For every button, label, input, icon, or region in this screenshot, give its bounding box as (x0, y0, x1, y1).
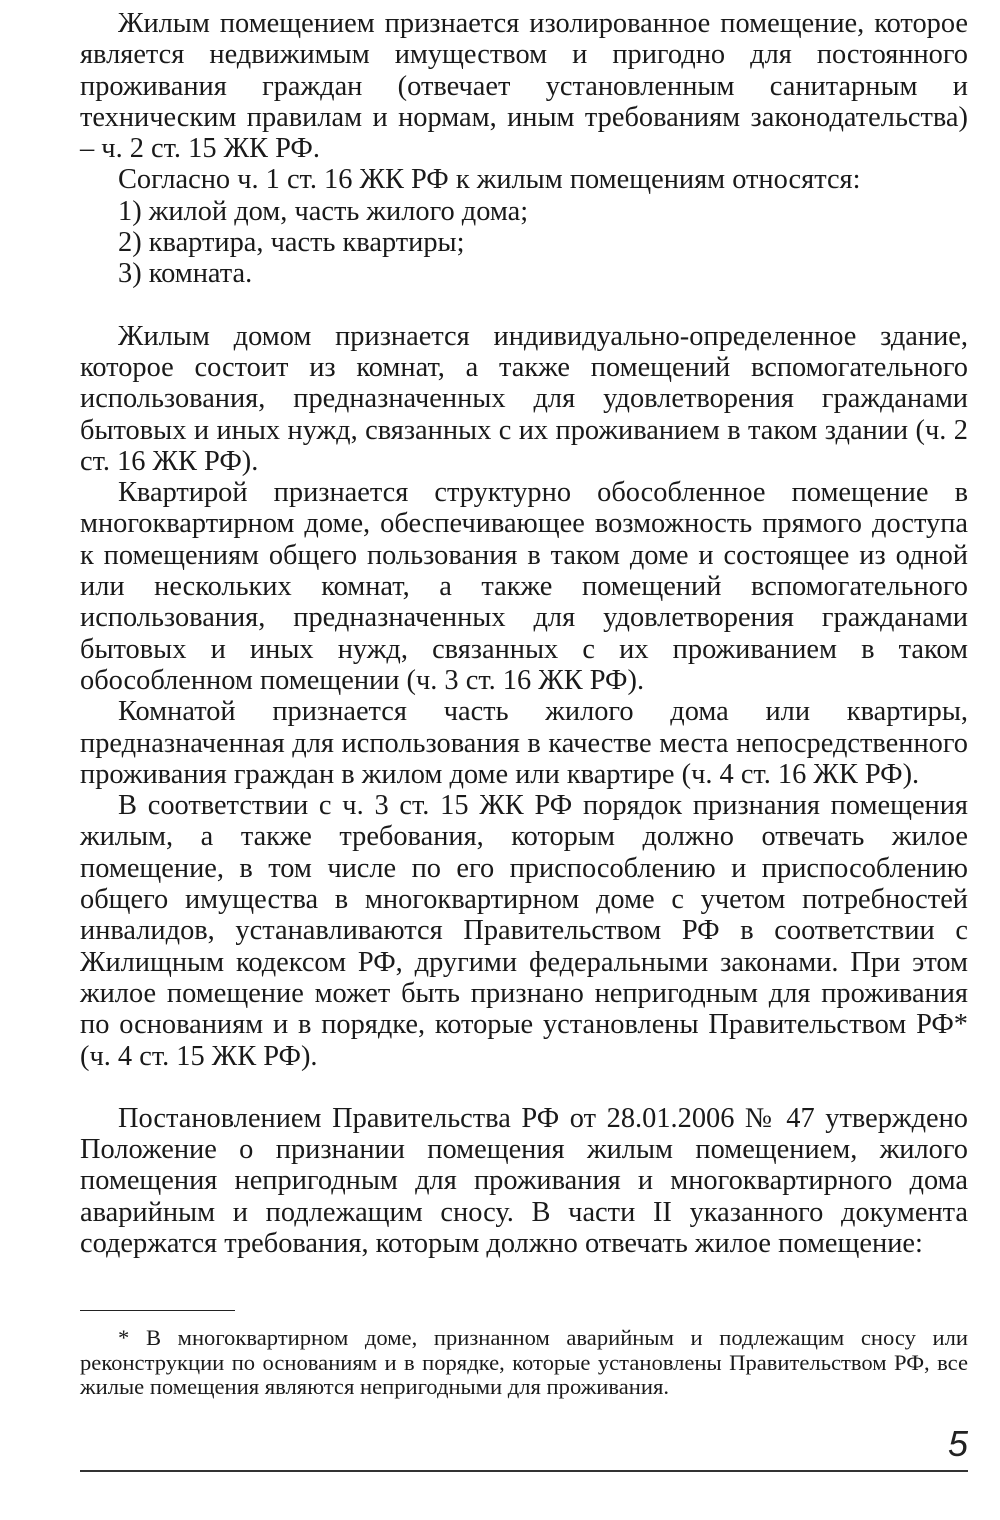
paragraph-recognition-procedure: В соответствии с ч. 3 ст. 15 ЖК РФ порядок признания помещения жилым, а также требования, которым должно отвечать жилое помещение, в том числе по его приспособлению и приспособлению общего имущества в многоквартирном доме с учетом потребностей инвалидов, устанавливаются Правительством РФ в соответствии с Жилищным кодексом РФ, другими федеральными законами. При этом жилое помещение может быть признано непригодным для проживания по основаниям и в порядке, которые установлены Правительством РФ* (ч. 4 ст. 15 ЖК РФ). (80, 790, 968, 1072)
paragraph-residential-premises: Жилым помещением признается изолированное помещение, которое является недвижимым имуществом и пригодно для постоянного проживания граждан (отвечает установленным санитарным и техническим правилам и нормам, иным требованиям законодательства) – ч. 2 ст. 15 ЖК РФ. (80, 8, 968, 165)
list-item: 2) квартира, часть квартиры; (118, 227, 465, 259)
section-gap (80, 1072, 968, 1103)
paragraph-residential-house: Жилым домом признается индивидуально-определенное здание, которое состоит из комнат, а также помещений вспомогательного использования, предназначенных для удовлетворения гражданами бытовых и иных нужд, связанных с их проживанием в таком здании (ч. 2 ст. 16 ЖК РФ). (80, 320, 968, 477)
document-page (80, 8, 968, 1512)
paragraph-apartment: Квартирой признается структурно обособленное помещение в многоквартирном доме, обеспечивающее возможность прямого доступа к помещениям общего пользования в таком доме и состоящее из одной или нескольких комнат, а также помещений вспомогательного использования, предназначенных для удовлетворения гражданами бытовых и иных нужд, связанных с их проживанием в таком обособленном помещении (ч. 3 ст. 16 ЖК РФ). (80, 477, 968, 696)
paragraph-government-decree: Постановлением Правительства РФ от 28.01.2006 № 47 утверждено Положение о признании помещения жилым помещением, жилого помещения непригодным для проживания и многоквартирного дома аварийным и подлежащим сносу. В части II указанного документа содержатся требования, которым должно отвечать жилое помещение: (80, 1102, 968, 1259)
paragraph-types-of-premises: Согласно ч. 1 ст. 16 ЖК РФ к жилым помещениям относятся: (118, 164, 861, 196)
section-gap (80, 290, 968, 321)
page-number: 5 (947, 1423, 968, 1464)
list-item: 1) жилой дом, часть жилого дома; (118, 195, 529, 227)
footnote: * В многоквартирном доме, признанном аварийным и подлежащим сносу или реконструкции по основаниям и в порядке, которые установлены Правительством РФ, все жилые помещения являются непригодными для проживания. (80, 1325, 968, 1400)
paragraph-room: Комнатой признается часть жилого дома или квартиры, предназначенная для использования в качестве места непосредственного проживания граждан в жилом доме или квартире (ч. 4 ст. 16 ЖК РФ). (80, 696, 968, 790)
footnote-divider (80, 1310, 235, 1311)
list-item: 3) комната. (118, 258, 253, 290)
bottom-divider (80, 1470, 968, 1472)
premises-types-list (80, 196, 968, 290)
